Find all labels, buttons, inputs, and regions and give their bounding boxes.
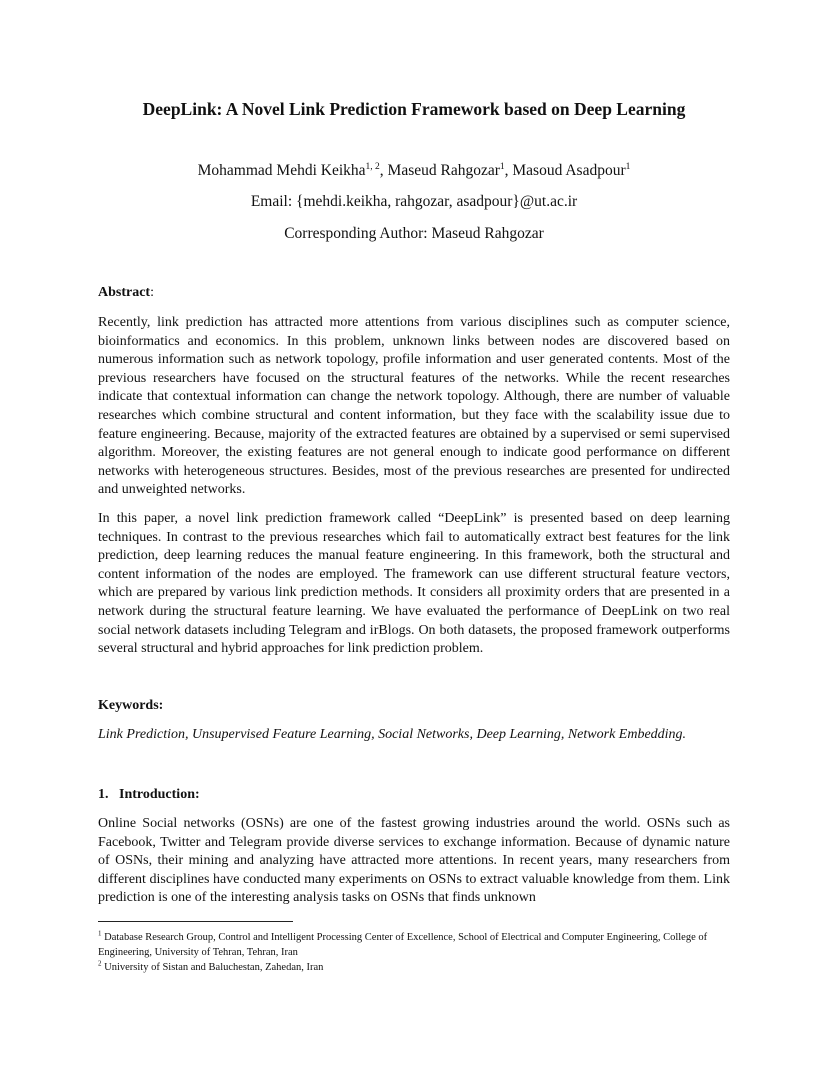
footnote-1 [98,930,730,960]
paper-title: DeepLink: A Novel Link Prediction Framework based on Deep Learning [142,99,686,119]
author-2-affiliation: 1 [499,161,505,172]
author-1-affiliation: 1, 2 [365,161,380,172]
footnote-2 [98,960,730,975]
footnote-2-text: University of Sistan and Baluchestan, Zahedan, Iran [104,962,324,973]
keywords-heading: Keywords: [98,698,164,713]
introduction-heading: 1. Introduction: [98,787,200,802]
author-3-name: Masoud Asadpour [512,162,626,179]
abstract-heading-label: Abstract [98,285,151,300]
footnote-rule [98,921,293,922]
abstract-paragraph-2: In this paper, a novel link prediction framework called “DeepLink” is presented based on deep learning techniques. In contrast to the previous researches which fail to automatically extract best features for the link prediction, deep learning reduces the manual feature engineering. In this framework, both the structural and content information of the nodes are employed. The framework can use different structural feature vectors, which are prepared by various link prediction methods. It considers all proximity orders that are presented in a network during the structural feature learning. We have evaluated the performance of DeepLink on two real social network datasets including Telegram and irBlogs. On both datasets, the proposed framework outperforms several structural and hybrid approaches for link prediction problem. [98,511,730,657]
abstract-paragraph-1: Recently, link prediction has attracted more attentions from various disciplines such as computer science, bioinformatics and economics. In this problem, unknown links between nodes are discovered based on numerous information such as network topology, profile information and user generated contents. Most of the previous researchers have focused on the structural features of the networks. While the recent researches indicate that contextual information can change the network topology. Although, there are number of valuable researches which combine structural and content information, but they face with the scalability issue due to feature engineering. Because, majority of the extracted features are obtained by a supervised or semi supervised algorithm. Moreover, the existing features are not general enough to indicate good performance on different networks with heterogeneous structures. Besides, most of the previous researches are presented for undirected and unweighted networks. [98,315,730,498]
footnote-1-text: Database Research Group, Control and Intelligent Processing Center of Excellence, School of Electrical and Computer Engineering, College of Engineering, University of Tehran, Tehran, Iran [98,932,708,958]
keywords-text: Link Prediction, Unsupervised Feature Learning, Social Networks, Deep Learning, Network Embedding. [98,727,687,742]
author-3-affiliation: 1 [625,161,631,172]
author-2-name: Maseud Rahgozar [387,162,500,179]
footnote-1-mark: 1 [98,929,102,938]
author-separator: , [379,162,388,179]
author-line [0,161,828,181]
corresponding-author: Corresponding Author: Maseud Rahgozar [284,225,544,242]
introduction-paragraph: Online Social networks (OSNs) are one of the fastest growing industries around the world. OSNs such as Facebook, Twitter and Telegram provide diverse services to exchange information. Because of dynamic nature of OSNs, their mining and analyzing have attracted more attentions. In recent years, many researchers from different disciplines have conducted many experiments on OSNs to extract valuable knowledge from them. Link prediction is one of the interesting analysis tasks on OSNs that finds unknown [98,816,730,906]
abstract-heading [98,284,154,302]
abstract-heading-colon: : [150,285,154,300]
footnote-2-mark: 2 [98,959,102,968]
email-line: Email: {mehdi.keikha, rahgozar, asadpour}@ut.ac.ir [250,193,578,210]
author-1-name: Mohammad Mehdi Keikha [197,162,366,179]
author-separator: , [504,162,513,179]
